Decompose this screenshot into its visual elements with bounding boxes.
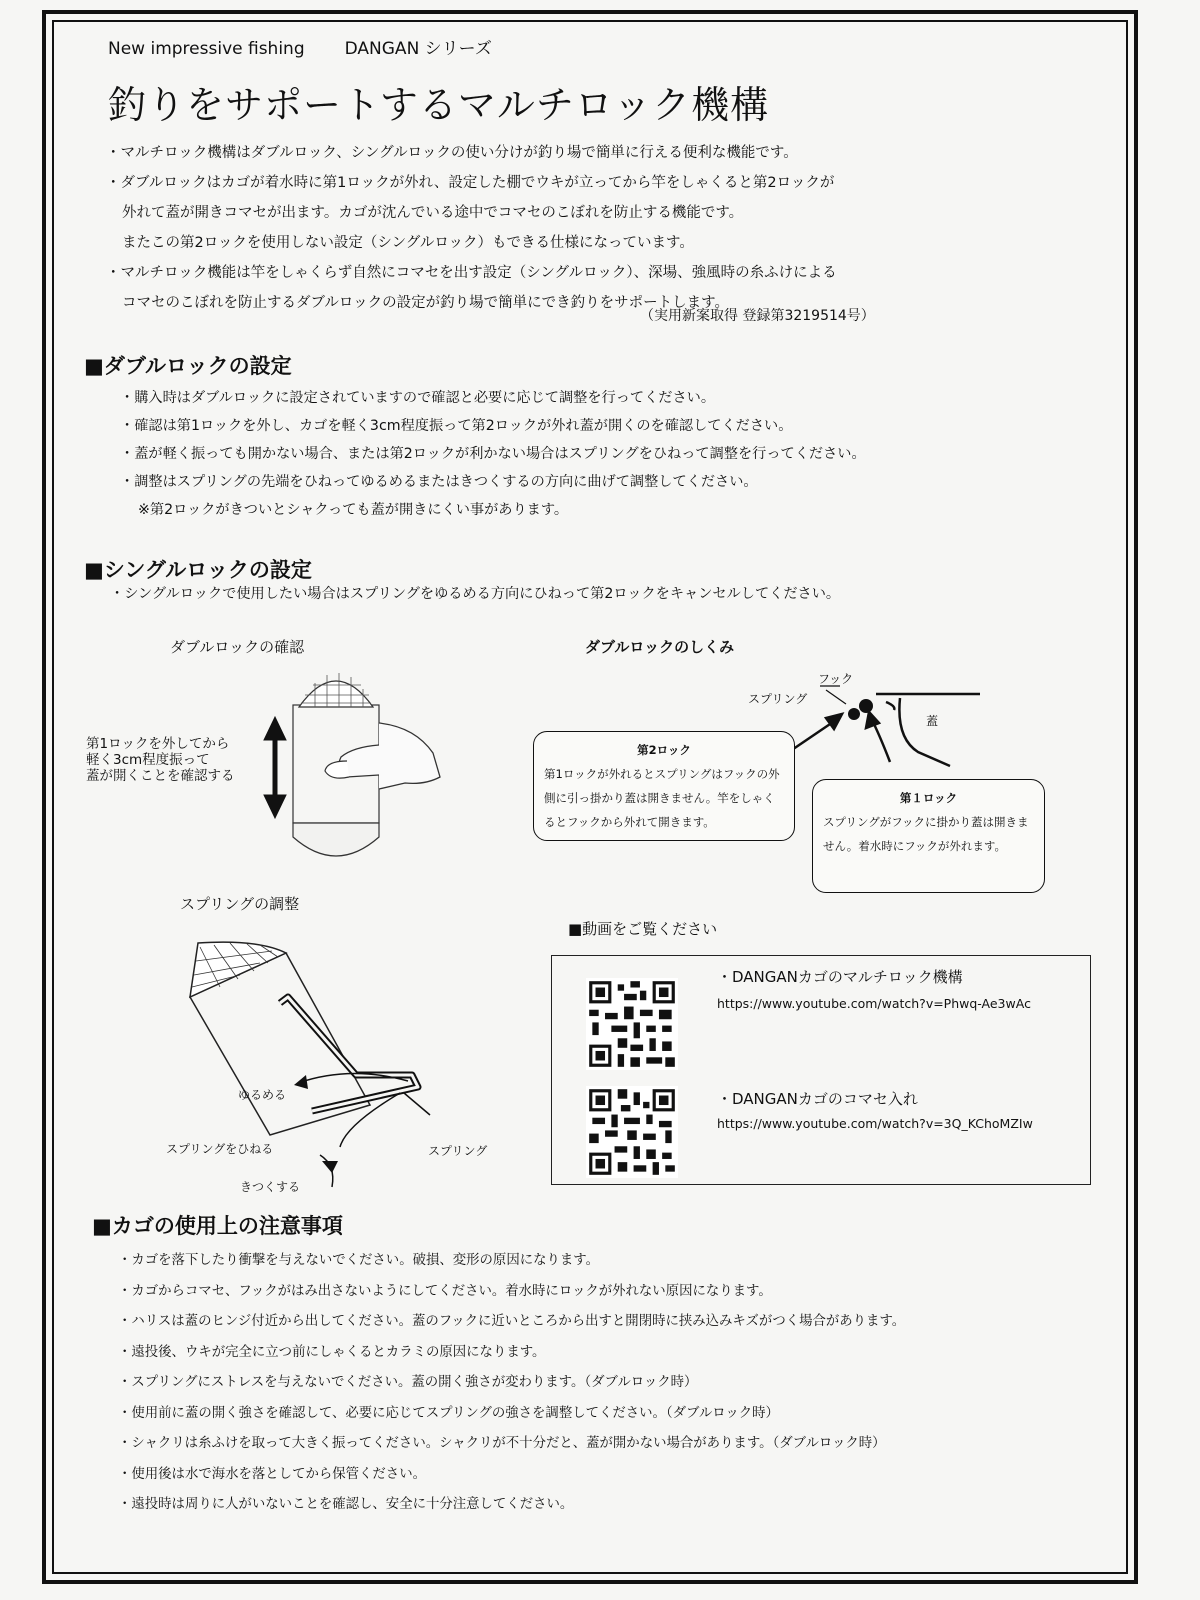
intro-line: ・ダブルロックはカゴが着水時に第1ロックが外れ、設定した棚でウキが立ってから竿をしゃくると第2ロックが [106, 175, 835, 191]
qr-code-icon[interactable] [580, 1086, 684, 1178]
video-title: ・DANGANカゴのコマセ入れ [717, 1090, 918, 1108]
single-lock-heading: ■シングルロックの設定 [84, 558, 312, 582]
video-link[interactable]: https://www.youtube.com/watch?v=3Q_KChoMZIw [717, 1116, 1033, 1131]
fig-check-note [86, 736, 235, 784]
video-link[interactable]: https://www.youtube.com/watch?v=Phwq-Ae3wAc [717, 996, 1031, 1011]
label-spring: スプリング [748, 692, 808, 706]
patent-note: （実用新案取得 登録第3219514号） [640, 308, 875, 324]
caution-list [118, 1246, 905, 1521]
cage-hand-illustration [255, 665, 455, 875]
intro-line: またこの第2ロックを使用しない設定（シングルロック）もできる仕様になっています。 [122, 235, 694, 251]
intro-line: ・マルチロック機能は竿をしゃくらず自然にコマセを出す設定（シングルロック）、深場、強風時の糸ふけによる [106, 265, 837, 281]
fig-adjust-title: スプリングの調整 [180, 895, 300, 913]
up-down-arrow-icon [264, 717, 286, 818]
list-item: ・蓋が軽く振っても開かない場合、または第2ロックが利かない場合はスプリングをひねって調整を行ってください。 [120, 446, 866, 462]
lock1-text: スプリングがフックに掛かり蓋は開きません。着水時にフックが外れます。 [823, 815, 1029, 853]
caution-item: ・シャクリは糸ふけを取って大きく振ってください。シャクリが不十分だと、蓋が開かない場合があります。（ダブルロック時） [118, 1436, 886, 1451]
intro-line: 外れて蓋が開きコマセが出ます。カゴが沈んでいる途中でコマセのこぼれを防止する機能です。 [122, 205, 744, 221]
caution-item: ・使用後は水で海水を落としてから保管ください。 [118, 1466, 426, 1482]
qr-code-icon[interactable] [580, 978, 684, 1070]
caution-heading: ■カゴの使用上の注意事項 [92, 1214, 343, 1238]
lock1-title: 第１ロック [899, 791, 958, 805]
list-item-note: ※第2ロックがきついとシャクっても蓋が開きにくい事があります。 [138, 502, 569, 518]
lock2-box [533, 731, 795, 841]
list-item: ・確認は第1ロックを外し、カゴを軽く3cm程度振って第2ロックが外れ蓋が開くのを確認してください。 [120, 418, 793, 434]
list-item: ・シングルロックで使用したい場合はスプリングをゆるめる方向にひねって第2ロックをキャンセルしてください。 [110, 586, 841, 602]
brand-tagline: New impressive fishing [108, 39, 305, 59]
double-lock-list [120, 384, 866, 524]
series-line [108, 34, 492, 59]
note-line: 第1ロックを外してから [86, 736, 230, 752]
series-name: DANGAN シリーズ [344, 39, 492, 59]
label-twist-spring: スプリングをひねる [166, 1142, 274, 1156]
lock2-text: 第1ロックが外れるとスプリングはフックの外側に引っ掛かり蓋は開きません。竿をしゃくるとフックから外れて開きます。 [544, 767, 780, 829]
caution-item: ・スプリングにストレスを与えないでください。蓋の開く強さが変わります。（ダブルロック時） [118, 1375, 698, 1390]
video-title: ・DANGANカゴのマルチロック機構 [717, 968, 963, 986]
label-lid: 蓋 [926, 714, 939, 728]
arrow-icon [866, 712, 890, 762]
caution-item: ・カゴからコマセ、フックがはみ出さないようにしてください。着水時にロックが外れない原因になります。 [118, 1283, 772, 1299]
fig-mechanism-title: ダブルロックのしくみ [585, 638, 735, 656]
intro-line: ・マルチロック機構はダブルロック、シングルロックの使い分けが釣り場で簡単に行える便利な機能です。 [106, 145, 798, 161]
label-spring-adjust: スプリング [428, 1144, 488, 1158]
caution-item: ・遠投後、ウキが完全に立つ前にしゃくるとカラミの原因になります。 [118, 1344, 546, 1360]
list-item: ・購入時はダブルロックに設定されていますので確認と必要に応じて調整を行ってください。 [120, 390, 716, 406]
video-box [551, 955, 1091, 1185]
intro-line: コマセのこぼれを防止するダブルロックの設定が釣り場で簡単にでき釣りをサポートします。 [122, 295, 729, 311]
label-hook: フック [818, 672, 854, 686]
video-heading: ■動画をご覧ください [568, 920, 718, 938]
caution-item: ・カゴを落下したり衝撃を与えないでください。破損、変形の原因になります。 [118, 1253, 599, 1268]
caution-item: ・ハリスは蓋のヒンジ付近から出してください。蓋のフックに近いところから出すと開閉時に挟み込みキズがつく場合があります。 [118, 1314, 906, 1329]
spring-adjust-illustration [160, 925, 510, 1215]
single-lock-list [110, 580, 840, 608]
label-loosen: ゆるめる [238, 1088, 287, 1102]
fig-check-title: ダブルロックの確認 [170, 638, 305, 656]
list-item: ・調整はスプリングの先端をひねってゆるめるまたはきつくするの方向に曲げて調整してください。 [120, 474, 758, 490]
intro-text [106, 138, 837, 318]
spring-dot [848, 708, 860, 720]
lock1-box [812, 779, 1045, 893]
page-title: 釣りをサポートするマルチロック機構 [108, 83, 770, 127]
note-line: 蓋が開くことを確認する [86, 768, 235, 784]
double-lock-heading: ■ダブルロックの設定 [84, 354, 292, 378]
lock2-title: 第2ロック [637, 743, 691, 757]
caution-item: ・遠投時は周りに人がいないことを確認し、安全に十分注意してください。 [118, 1497, 574, 1512]
caution-item: ・使用前に蓋の開く強さを確認して、必要に応じてスプリングの強さを調整してください。（ダブルロック時） [118, 1405, 779, 1421]
hook-dot [859, 699, 873, 713]
label-tighten: きつくする [240, 1180, 301, 1194]
note-line: 軽く3cm程度振って [86, 752, 210, 768]
